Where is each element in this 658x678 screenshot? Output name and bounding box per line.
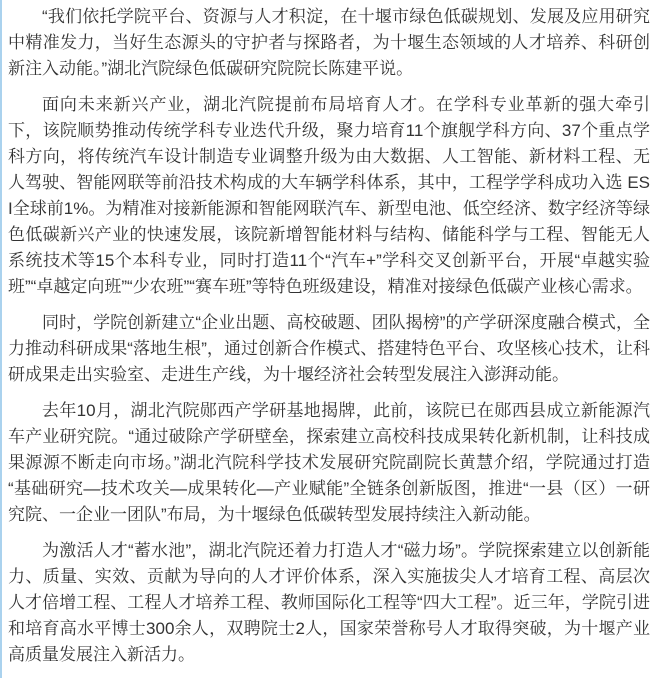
paragraph-discipline-upgrade: 面向未来新兴产业，湖北汽院提前布局培育人才。在学科专业革新的强大牵引下，该院顺势推动传统学科专业迭代升级，聚力培育11个旗舰学科方向、37个重点学科方向，将传统汽车设计制造专业调整升级为由大数据、人工智能、新材料工程、无人驾驶、智能网联等前沿技术构成的大车辆学科体系，其中，工程学学科成功入选 ESI全球前1%。为精准对接新能源和智能网联汽车、新型电池、低空经济、数字经济等绿色低碳新兴产业的快速发展，该院新增智能材料与结构、储能科学与工程、智能无人系统技术等15个本科专业，同时打造11个“汽车+”学科交叉创新平台，开展“卓越实验班”“卓越定向班”“少农班”“赛车班”等特色班级建设，精准对接绿色低碳产业核心需求。 [8, 95, 650, 296]
paragraph-quote-chen-jianping: “我们依托学院平台、资源与人才积淀，在十堰市绿色低碳规划、发展及应用研究中精准发力，当好生态源头的守护者与探路者，为十堰生态领域的人才培养、科研创新注入动能。”湖北汽院绿色低碳研究院院长陈建平说。 [8, 7, 650, 78]
paragraph-yunxi-base: 去年10月，湖北汽院郧西产学研基地揭牌，此前，该院已在郧西县成立新能源汽车产业研究院。“通过破除产学研壁垒，探索建立高校科技成果转化新机制，让科技成果源源不断走向市场。”湖北汽院科学技术发展研究院副院长黄慧介绍，学院通过打造“基础研究—技术攻关—成果转化—产业赋能”全链条创新版图，推进“一县（区）一研究院、一企业一团队”布局，为十堰绿色低碳转型发展持续注入新动能。 [8, 401, 650, 524]
paragraph-talent-programs: 为激活人才“蓄水池”，湖北汽院还着力打造人才“磁力场”。学院探索建立以创新能力、质量、实效、贡献为导向的人才评价体系，深入实施拔尖人才培育工程、高层次人才倍增工程、工程人才培养工程、教师国际化工程等“四大工程”。近三年，学院引进和培育高水平博士300余人，双聘院士2人，国家荣誉称号人才取得突破，为十堰产业高质量发展注入新活力。 [8, 541, 650, 664]
paragraph-industry-university-research: 同时，学院创新建立“企业出题、高校破题、团队揭榜”的产学研深度融合模式，全力推动科研成果“落地生根”，通过创新合作模式、搭建特色平台、攻坚核心技术，让科研成果走出实验室、走进生产线，为十堰经济社会转型发展注入澎湃动能。 [8, 313, 650, 384]
